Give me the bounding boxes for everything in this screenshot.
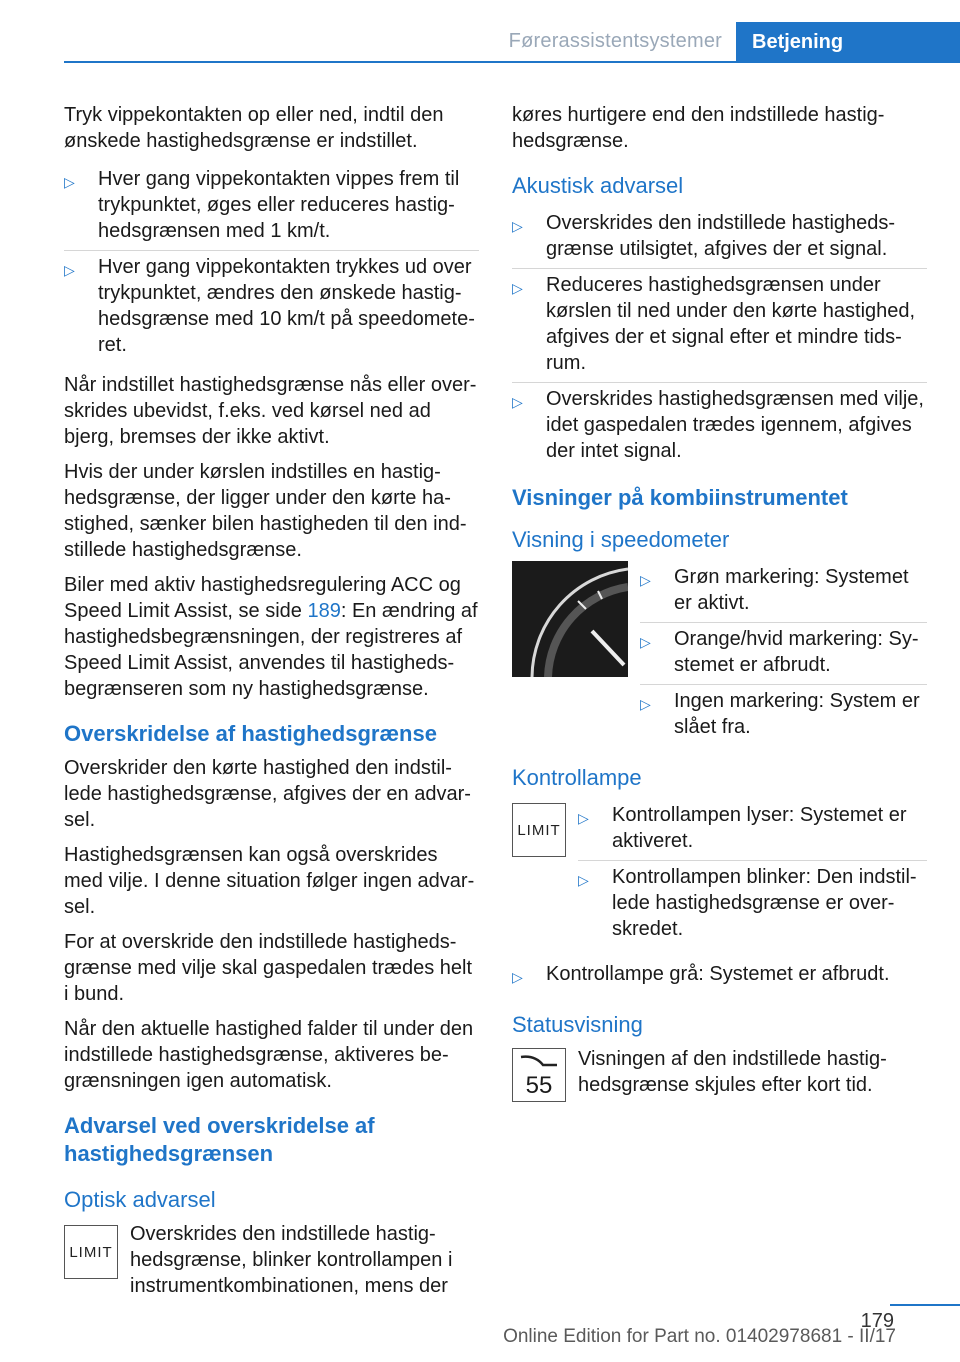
- bullet-list: [578, 799, 927, 948]
- heading-kontrollampe: Kontrollampe: [512, 765, 642, 790]
- header-rule: [64, 61, 960, 63]
- paragraph: Tryk vippekontakten op eller ned, indtil den ønskede hastighedsgrænse er indstillet.: [64, 104, 444, 152]
- bullet-list: [512, 958, 927, 993]
- paragraph: Når indstillet hastighedsgrænse nås eller over‐skrides ubevidst, f.eks. ved kørsel ned ad bjerg, bremses der ikke aktivt.: [64, 374, 477, 448]
- heading-speedometer: Visning i speedometer: [512, 527, 730, 552]
- speedo-row: [512, 561, 927, 746]
- triangle-bullet-icon: ▷: [578, 872, 589, 888]
- list-item: ▷ Ingen markering: System er slået fra.: [640, 684, 927, 746]
- list-item: ▷ Kontrollampen lyser: Systemet er aktiveret.: [578, 804, 907, 852]
- paragraph: Overskrides den indstillede hastig‐hedsgrænse, blinker kontrollampen i instrumentkombinationen, mens der: [130, 1223, 453, 1297]
- triangle-bullet-icon: ▷: [640, 696, 651, 712]
- bullet-list: [640, 561, 927, 746]
- limit-lamp-icon: LIMIT: [64, 1225, 118, 1279]
- edition-text: Online Edition for Part no. 01402978681 - II/17: [503, 1326, 896, 1347]
- page-link[interactable]: 189: [307, 600, 341, 622]
- triangle-bullet-icon: ▷: [640, 572, 651, 588]
- triangle-bullet-icon: ▷: [512, 969, 523, 985]
- heading-statusvisning: Statusvisning: [512, 1012, 643, 1037]
- header-tab: Betjening: [736, 22, 960, 62]
- limit-lamp-icon: LIMIT: [512, 803, 566, 857]
- page-number: 179: [860, 1310, 894, 1332]
- heading-overskridelse: Overskridelse af hastighedsgrænse: [64, 721, 437, 746]
- paragraph: Hvis der under kørslen indstilles en hastig‐hedsgrænse, der ligger under den kørte ha‐stighed, sænker bilen hastigheden til den ind‐stillede hastighedsgrænse.: [64, 461, 467, 561]
- triangle-bullet-icon: ▷: [512, 280, 523, 296]
- triangle-bullet-icon: ▷: [578, 810, 589, 826]
- status-speed-number: 55: [525, 1072, 553, 1099]
- triangle-bullet-icon: ▷: [512, 218, 523, 234]
- optisk-row: [64, 1221, 479, 1308]
- list-item: ▷ Hver gang vippekontakten vippes frem til trykpunktet, øges eller reduceres hastig‐hedsgrænsen med 1 km/t.: [64, 168, 460, 242]
- list-item: ▷ Grøn markering: Systemet er aktivt.: [640, 566, 909, 614]
- list-item: ▷ Hver gang vippekontakten trykkes ud over trykpunktet, ændres den ønskede hastig‐hedsgrænse med 10 km/t på speedomete‐ret.: [64, 250, 479, 364]
- triangle-bullet-icon: ▷: [640, 634, 651, 650]
- heading-optisk: Optisk advarsel: [64, 1187, 216, 1212]
- bullet-list: [64, 163, 479, 364]
- kontrollampe-row: [512, 799, 927, 948]
- paragraph: Visningen af den indstillede hastig‐hedsgrænse skjules efter kort tid.: [578, 1048, 887, 1096]
- footer: [503, 1310, 896, 1348]
- heading-akustisk: Akustisk advarsel: [512, 173, 684, 198]
- heading-advarsel: Advarsel ved overskridelse af hastighedsgrænsen: [64, 1113, 375, 1166]
- status-row: [512, 1046, 927, 1107]
- list-item: ▷ Overskrides hastighedsgrænsen med vilje, idet gaspedalen trædes igennem, afgives der intet signal.: [512, 382, 927, 470]
- list-item: ▷ Kontrollampe grå: Systemet er afbrudt.: [512, 958, 927, 993]
- header-section-title: Førerassistentsystemer: [508, 30, 722, 52]
- triangle-bullet-icon: ▷: [64, 262, 75, 278]
- paragraph: Biler med aktiv hastighedsregulering ACC og Speed Limit Assist, se side 189: En ændring af hastighedsbegrænsningen, der registreres af Speed Limit Assist, anvendes til hastigheds‐begrænseren som ny hastighedsgrænse.: [64, 574, 478, 700]
- paragraph: Når den aktuelle hastighed falder til under den indstillede hastighedsgrænse, aktiveres be‐grænsningen igen automatisk.: [64, 1018, 474, 1092]
- paragraph: køres hurtigere end den indstillede hastig‐hedsgrænse.: [512, 104, 885, 152]
- triangle-bullet-icon: ▷: [512, 394, 523, 410]
- paragraph: Overskrider den kørte hastighed den indstil‐lede hastighedsgrænse, afgives der en advar‐sel.: [64, 757, 471, 831]
- left-column: [64, 102, 479, 1318]
- speedometer-image: [512, 561, 628, 677]
- bullet-list: [512, 207, 927, 470]
- list-item: ▷ Reduceres hastighedsgrænsen under kørslen til ned under den kørte hastighed, afgives der et signal efter et mindre tids‐rum.: [512, 268, 927, 382]
- heading-visninger: Visninger på kombiinstrumentet: [512, 485, 848, 510]
- paragraph: For at overskride den indstillede hastigheds‐grænse med vilje skal gaspedalen trædes helt i bund.: [64, 931, 472, 1005]
- list-item: ▷ Overskrides den indstillede hastigheds‐grænse utilsigtet, afgives der et signal.: [512, 212, 896, 260]
- right-column: [512, 102, 927, 1117]
- paragraph: Hastighedsgrænsen kan også overskrides med vilje. I denne situation følger ingen advar‐sel.: [64, 844, 475, 918]
- triangle-bullet-icon: ▷: [64, 174, 75, 190]
- page-number-rule: [890, 1304, 960, 1306]
- speed-limit-status-icon: [512, 1048, 566, 1102]
- list-item: ▷ Kontrollampen blinker: Den indstil‐lede hastighedsgrænse er over‐skredet.: [578, 860, 927, 948]
- list-item: ▷ Orange/hvid markering: Sy‐stemet er afbrudt.: [640, 622, 927, 684]
